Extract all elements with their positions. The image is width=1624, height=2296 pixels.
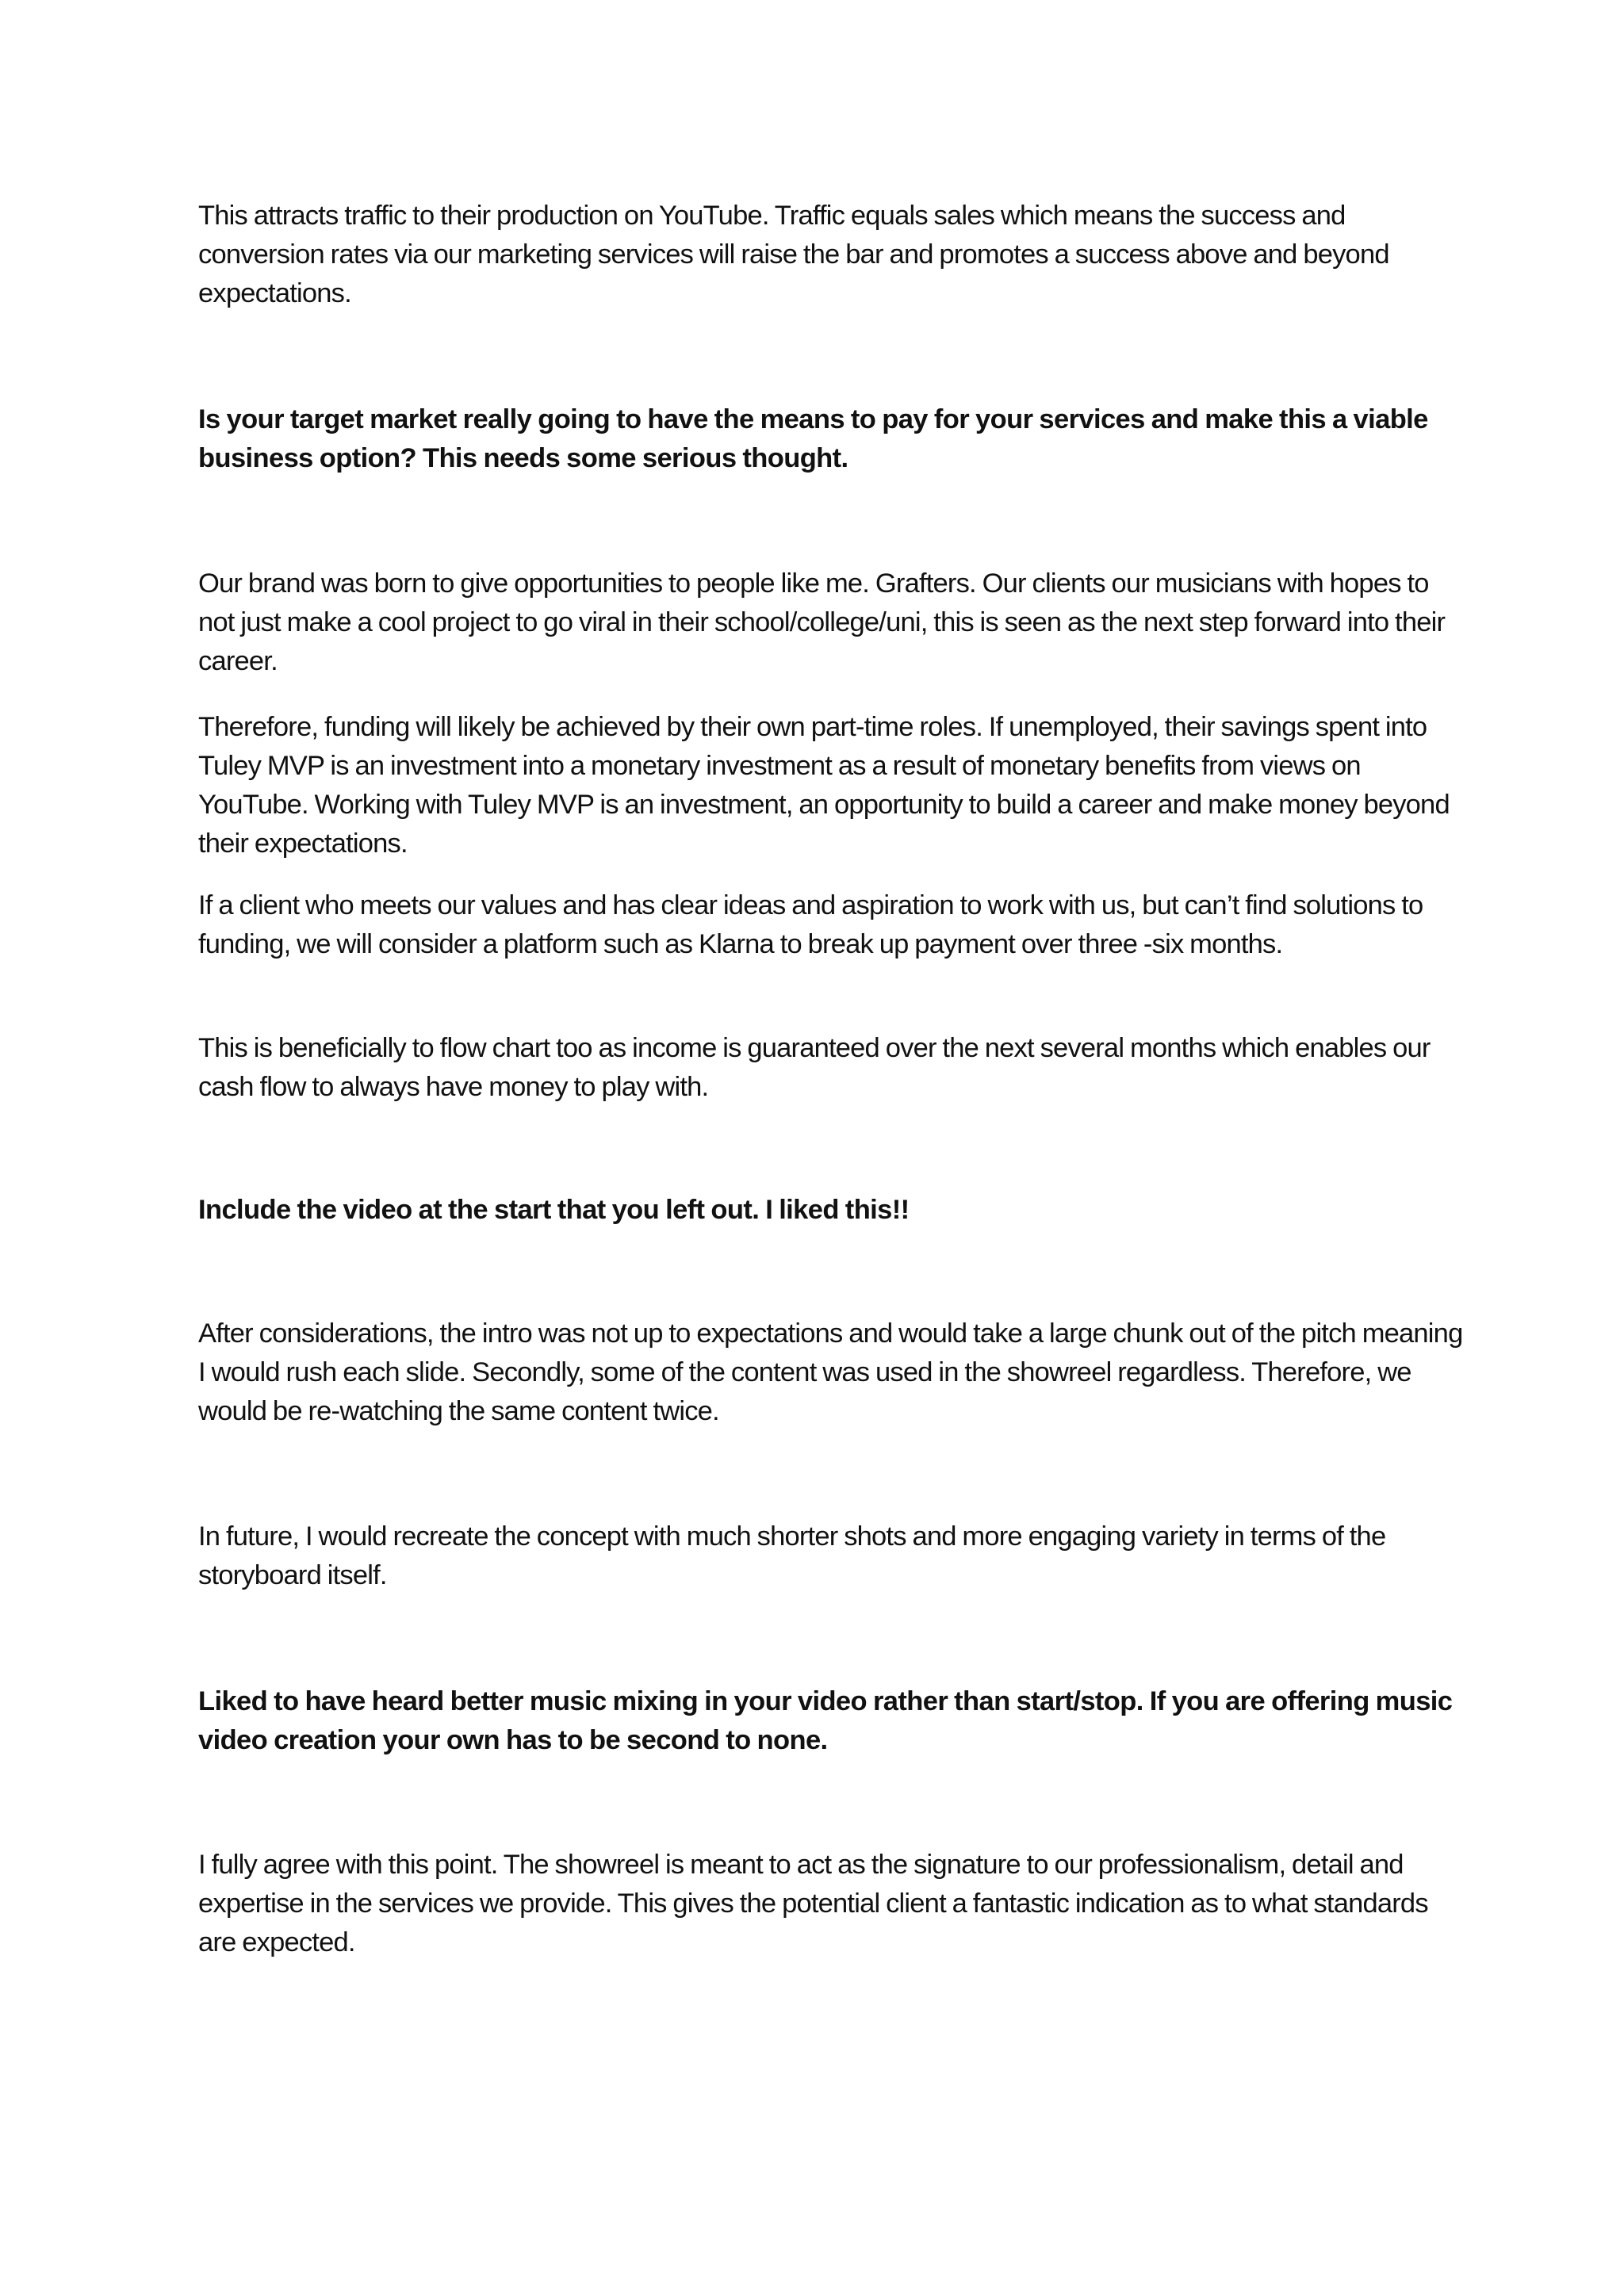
question-intro-video: Include the video at the start that you left out. I liked this!!: [198, 1195, 910, 1225]
paragraph-brand-origin: Our brand was born to give opportunities to people like me. Grafters. Our clients our musicians with hopes to not just make a cool project to go viral in their school/college/uni, this is seen as the next step forward into their career.: [198, 568, 1446, 676]
paragraph-klarna: If a client who meets our values and has clear ideas and aspiration to work with us, but can’t find solutions to funding, we will consider a platform such as Klarna to break up payment over three -six months.: [198, 890, 1423, 959]
question-target-market: Is your target market really going to have the means to pay for your services and make this a viable business option? This needs some serious thought.: [198, 404, 1428, 473]
paragraph-showreel-agreement: I fully agree with this point. The showreel is meant to act as the signature to our professionalism, detail and expertise in the services we provide. This gives the potential client a fantastic indication as to what standards are expected.: [198, 1850, 1428, 1957]
paragraph-intro-considerations: After considerations, the intro was not up to expectations and would take a large chunk out of the pitch meaning I would rush each slide. Secondly, some of the content was used in the showreel regardless. Therefore, we would be re-watching the same content twice.: [198, 1318, 1463, 1426]
question-music-mixing: Liked to have heard better music mixing in your video rather than start/stop. If you are offering music video creation your own has to be second to none.: [198, 1686, 1453, 1755]
paragraph-youtube-traffic: This attracts traffic to their production on YouTube. Traffic equals sales which means the success and conversion rates via our marketing services will raise the bar and promotes a success above and beyond expectations.: [198, 201, 1389, 308]
paragraph-future-concept: In future, I would recreate the concept with much shorter shots and more engaging variety in terms of the storyboard itself.: [198, 1521, 1386, 1590]
paragraph-funding: Therefore, funding will likely be achieved by their own part-time roles. If unemployed, their savings spent into Tuley MVP is an investment into a monetary investment as a result of monetary benefits from views on YouTube. Working with Tuley MVP is an investment, an opportunity to build a career and make money beyond their expectations.: [198, 712, 1450, 859]
paragraph-cash-flow: This is beneficially to flow chart too as income is guaranteed over the next several months which enables our cash flow to always have money to play with.: [198, 1033, 1431, 1102]
